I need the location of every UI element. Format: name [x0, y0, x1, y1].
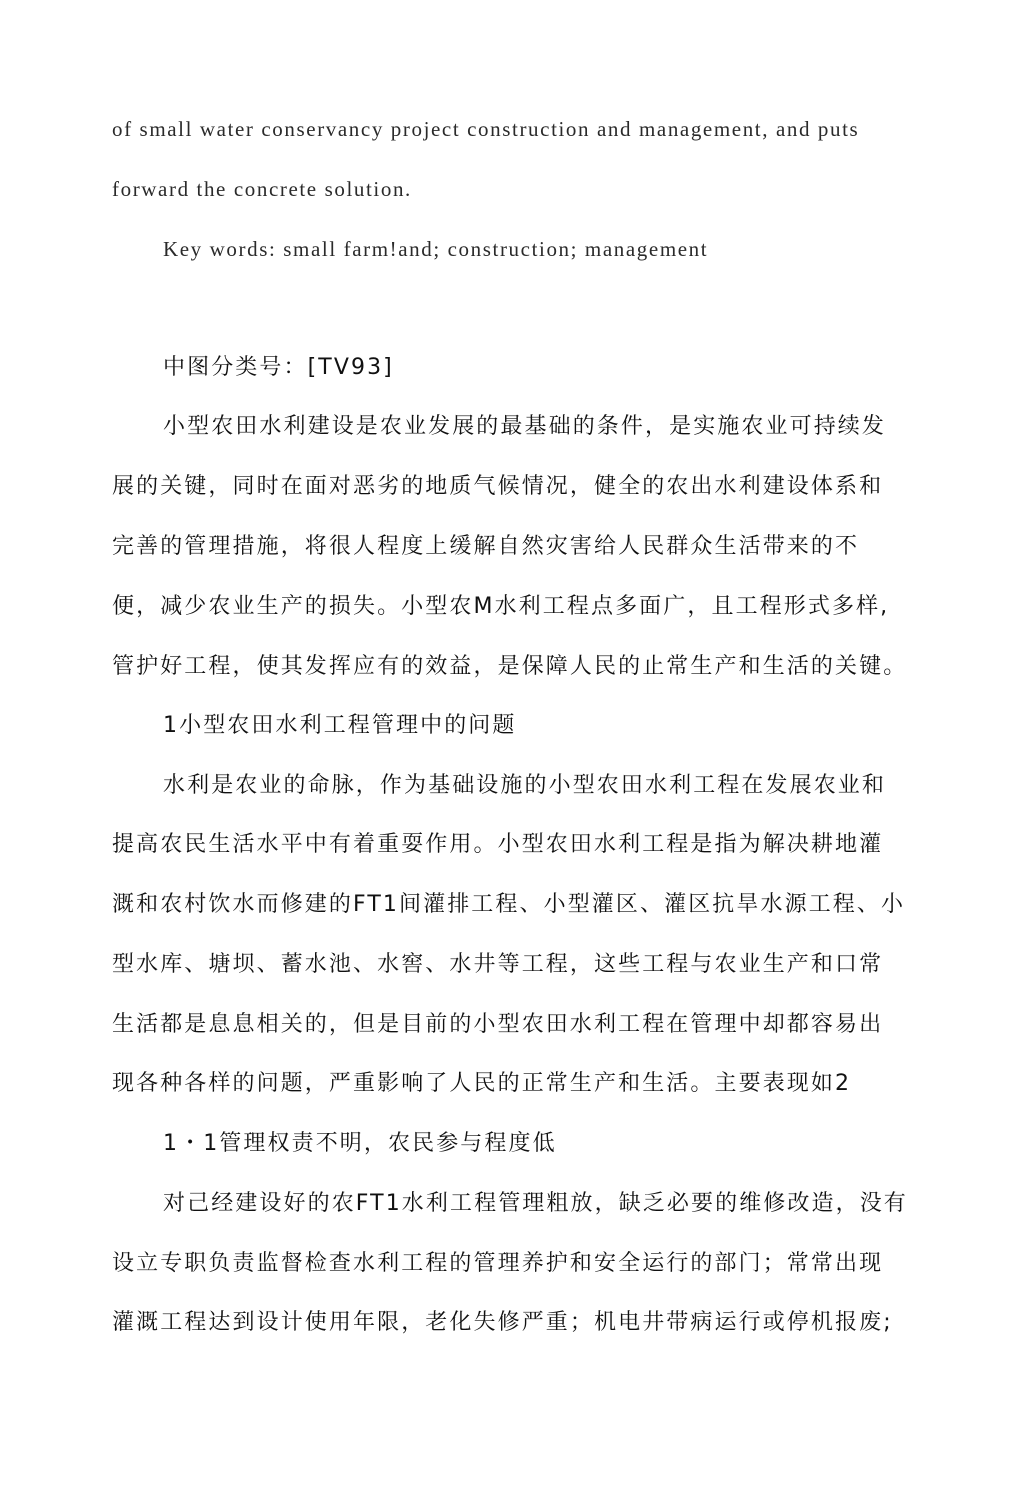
paragraph-line: 现各种各样的问题，严重影响了人民的正常生产和生活。主要表现如2 [112, 1071, 852, 1096]
classification-number: 中图分类号：[TV93] [163, 355, 394, 380]
paragraph-line: 生活都是息息相关的，但是目前的小型农田水利工程在管理中却都容易出 [112, 1012, 884, 1037]
section-heading: 1小型农田水利工程管理中的问题 [163, 713, 517, 738]
paragraph-line: 型水库、塘坝、蓄水池、水窖、水井等工程，这些工程与农业生产和口常 [112, 952, 884, 977]
paragraph-line: 水利是农业的命脉，作为基础设施的小型农田水利工程在发展农业和 [163, 773, 887, 798]
paragraph-line: 设立专职负责监督检查水利工程的管理养护和安全运行的部门；常常出现 [112, 1251, 884, 1276]
paragraph-line: 对己经建设好的农FT1水利工程管理粗放，缺乏必要的维修改造，没有 [163, 1191, 908, 1216]
paragraph-line: 便，减少农业生产的损失。小型农M水利工程点多面广，且工程形式多样, [112, 594, 890, 619]
paragraph-line: 展的关键，同时在面对恶劣的地质气候情况，健全的农出水利建设体系和 [112, 474, 884, 499]
paragraph-line: 提高农民生活水平中有着重耍作用。小型农田水利工程是指为解决耕地灌 [112, 832, 884, 857]
abstract-line: forward the concrete solution. [112, 177, 412, 201]
paragraph-line: 完善的管理措施，将很人程度上缓解自然灾害给人民群众生活带来的不 [112, 534, 860, 559]
subsection-heading: 1・1管理权责不明，农民参与程度低 [163, 1131, 557, 1156]
paragraph-line: 灌溉工程达到设计使用年限，老化失修严重；机电井带病运行或停机报废; [112, 1310, 893, 1335]
paragraph-line: 管护好工程，使其发挥应有的效益，是保障人民的止常生产和生活的关键。 [112, 654, 908, 679]
keywords-line: Key words: small farm!and; construction; management [163, 237, 709, 261]
paragraph-line: 溉和农村饮水而修建的FT1间灌排工程、小型灌区、灌区抗旱水源工程、小 [112, 892, 906, 917]
paragraph-line: 小型农田水利建设是农业发展的最基础的条件，是实施农业可持续发 [163, 414, 887, 439]
abstract-line: of small water conservancy project construction and management, and puts [112, 117, 860, 141]
